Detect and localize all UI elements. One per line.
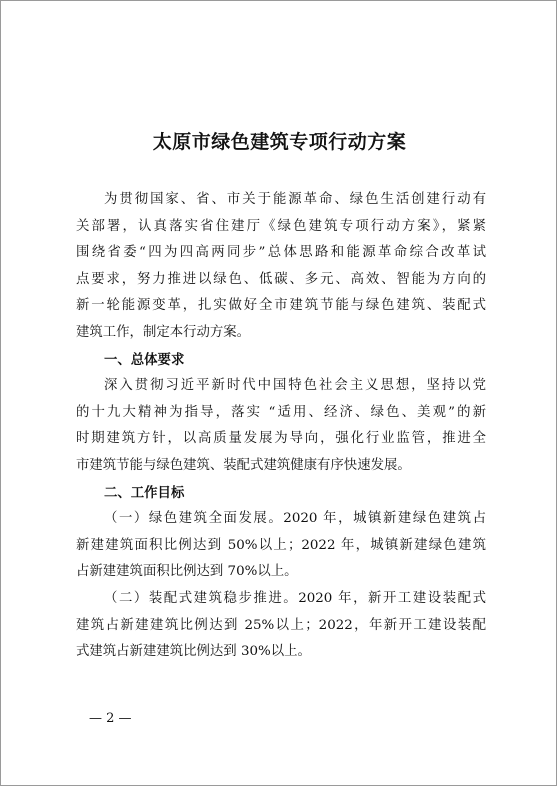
section-heading: 二、工作目标 (104, 484, 185, 501)
text-line: 为贯彻国家、省、市关于能源革命、绿色生活创建行动有 (104, 192, 486, 207)
section1-paragraph (76, 373, 486, 479)
page-number: — 2 — (89, 711, 132, 726)
text-line: （二）装配式建筑稳步推进。2020 年，新开工建设装配式 (104, 590, 486, 606)
text-line: 围绕省委“四为四高两同步”总体思路和能源革命综合改革试 (76, 245, 486, 261)
text-line: 式建筑占新建建筑比例达到 30%以上。 (76, 644, 311, 660)
document-body (76, 187, 486, 666)
text-line: 建筑占新建建筑比例达到 25%以上；2022，年新开工建设装配 (76, 617, 486, 633)
text-line: 占新建建筑面积比例达到 70%以上。 (76, 564, 298, 580)
text-line: 关部署，认真落实省住建厅《绿色建筑专项行动方案》，紧紧 (76, 218, 486, 234)
goal-item-prefab-building (76, 586, 486, 666)
section-heading: 一、总体要求 (104, 351, 185, 368)
text-line: 新一轮能源变革，扎实做好全市建筑节能与绿色建筑、装配式 (76, 298, 486, 314)
text-line: 时期建筑方针，以高质量发展为导向，强化行业监管，推进全 (76, 431, 486, 447)
goal-item-green-building (76, 506, 486, 586)
intro-paragraph (76, 187, 486, 347)
document-title: 太原市绿色建筑专项行动方案 (152, 131, 407, 153)
text-line: 新建建筑面积比例达到 50%以上；2022 年，城镇新建绿色建筑 (76, 537, 486, 553)
text-line: 市建筑节能与绿色建筑、装配式建筑健康有序快速发展。 (76, 457, 411, 473)
text-line: 深入贯彻习近平新时代中国特色社会主义思想，坚持以党 (104, 378, 486, 394)
text-line: 点要求，努力推进以绿色、低碳、多元、高效、智能为方向的 (76, 271, 486, 287)
text-line: 建筑工作，制定本行动方案。 (76, 324, 251, 340)
text-line: 的十九大精神为指导，落实 “适用、经济、绿色、美观”的新 (76, 404, 486, 420)
text-line: （一）绿色建筑全面发展。2020 年，城镇新建绿色建筑占 (104, 511, 486, 527)
